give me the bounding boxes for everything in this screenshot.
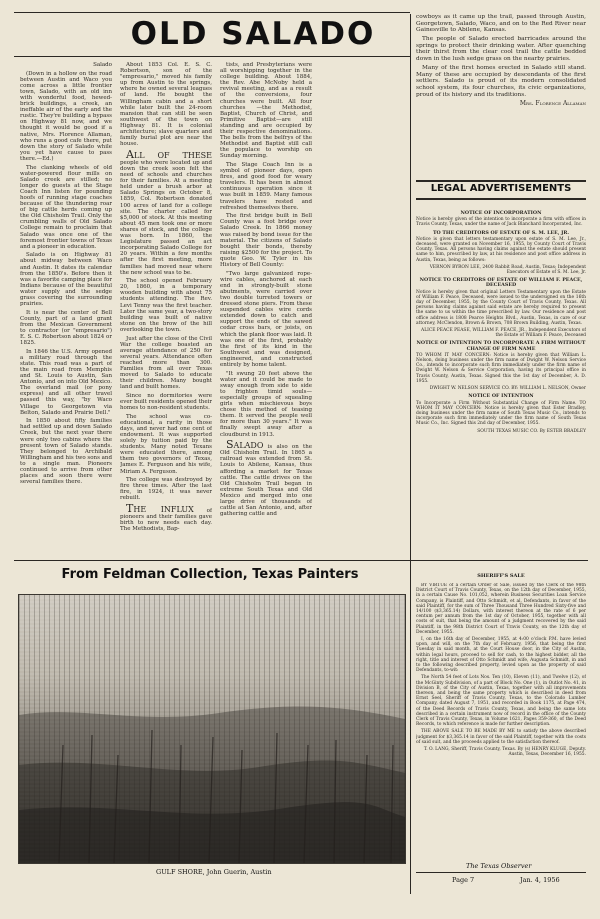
article-paragraph: The people of Salado erected barricades around the springs to protect their drinking water. After quenching their thirst from the clear cool trail the cattle bedded down in the lush sedge grass on the nearby prairies.	[416, 36, 586, 63]
notice-signature: VERNON BYRON LEE, 2400 Rabbit Road, Austin, Texas; Independent Executors of Estate of S. M. Lee, Jr.	[429, 264, 586, 276]
issue-date: Jan. 4, 1956	[520, 876, 560, 884]
legal-bottom-rule	[416, 198, 586, 200]
article-paragraph: About 1853 Col. E. S. C. Robertson, son of the "empresario," moved his family up from Austin to the springs, where he owned several leagues of land. He bought the Willingham cabin and a short while later built the 24-room mansion that can still be seen southwest of the town on Highway 81. It is colonial architecture; slave quarters and family burial plot are near the house.	[120, 62, 212, 148]
legal-notice	[416, 211, 586, 228]
paragraph-lead-in: The influx	[126, 501, 194, 515]
author-signoff: Mrs. Florence Allaman	[519, 99, 586, 107]
notice-body: Notice is hereby given that original Letters Testamentary upon the Estate of William F. Peace, Deceased, were issued to the undersigned on the 16th day of December, 1955, by the County Court of Travis County, Texas. All persons having claims against said estate are hereby required to present the same to us within the time prescribed by law. Our residence and post office address is 1808 Pearce Heights Blvd., Austin, Texas, in care of our attorney, McClendon, Brown & Brown, 708 Brown Building, Austin, Texas.	[416, 289, 586, 326]
photo-caption: GULF SHORE, John Guerin, Austin	[156, 868, 272, 876]
article-column-1	[20, 62, 112, 556]
painting-photo	[18, 594, 406, 864]
article-paragraph: Just after the close of the Civil War the college boasted an average attendance of 250 for several years. Attendance often reached more than 300. Families from all over Texas moved to Salado to educate their children. Many bought land and built homes.	[120, 335, 212, 391]
article-paragraph: The Stage Coach Inn is a symbol of pioneer days, open fires, and good food for weary travelers. It has been in almost continuous operation since it was built in 1859. Many famous travelers have rested and refreshed themselves there.	[220, 162, 312, 211]
article-paragraph: The influx of pioneers and their families gave birth to new needs each day. The Methodists, Bap-	[120, 501, 212, 533]
sheriff-paragraph: BY VIRTUE of a certain Order of Sale, issued by the Clerk of the 98th District Court of Travis County, Texas, on the 12th day of December, 1955, in a certain Cause No. 101,052, wherein Business Securities Loan Service Company, is Plaintiff, and Otto Schmidt, et al, Defendants, in favor of the said Plaintiff, for the sum of Three Thousand Three Hundred Sixty-five and 14/100 ($3,365.14) Dollars, with interest thereon at the rate of 6 per centum per annum from the 1st day of October, 1955, together with all costs of suit, that being the amount of a judgment recovered by the said Plaintiff, in the 98th District Court of Travis County, on the 12th day of December, 1955.	[416, 583, 586, 635]
article-paragraph: Salado is on Highway 81 about midway between Waco and Austin. It dates its calendar from the 1850's. Before then it was a favorite camping place for Indians because of the beautiful water supply and the sedge grass covering the surrounding prairies.	[20, 252, 112, 308]
dateline: Salado	[93, 62, 112, 68]
article-paragraph: In 1846 the U.S. Army opened a military road through the state. This road was a part of the main road from Memphis and St. Louis to Austin, San Antonio, and on into Old Mexico. The overland mail (or pony express) and all other travel passed this way, "by Waco Village to Georgetown via Belton, Salado and Prairie Dell."	[20, 348, 112, 416]
legal-notice	[416, 341, 586, 391]
article-paragraph: The school was co-educational, a rarity in those days, and never had one cent of endowment. It was supported solely by tuition paid by the students. Many noted Texans were educated there, among them two governors of Texas, James E. Ferguson and his wife, Miriam A. Ferguson.	[120, 413, 212, 475]
notice-signature: DWIGHT W. NELSON SERVICE CO. BY: WILLIAM L. NELSON, Owner	[429, 386, 586, 392]
section-divider	[14, 560, 588, 561]
article-column-2	[120, 62, 212, 556]
notice-title: NOTICE OF INCORPORATION	[460, 210, 542, 216]
feature-heading: From Feldman Collection, Texas Painters	[61, 567, 359, 582]
title-rule	[14, 56, 410, 57]
article-paragraph: "Two large galvanized rope-wire cables, anchored at each end in strongly-built stone abutments, were carried over two double turreted towers or dressed stone piers. From these suspended cables wire cords extended down to catch and support the ends of the sawed cedar cross bars, or joists, on which the plank floor was laid. It was one of the first, probably the first of its kind in the Southwest and was designed, engineered, and constructed entirely by home talent.	[220, 270, 312, 368]
notice-title: NOTICE TO CREDITORS OF ESTATE OF WILLIAM F. PEACE, DECEASED	[419, 277, 583, 289]
article-paragraph: The school opened February 20, 1860, in a temporary wooden building with about 75 students attending. The Rev. Levi Tenny was the first teacher. Later the same year, a two-story building was built of native stone on the brow of the hill overlooking the town.	[120, 278, 212, 333]
article-paragraph: Salado is also on the Old Chisholm Trail. In 1865 a railroad was extended from St. Louis to Abilene, Kansas, thus affording a market for Texas cattle. The cattle drives on the Old Chisholm Trail began in extreme South Texas and Old Mexico and merged into one large drive of thousands of cattle at San Antonio, and, after gathering cattle and	[220, 438, 312, 518]
legal-ads-heading: LEGAL ADVERTISEMENTS	[430, 183, 572, 194]
sheriff-signature: T. O. LANG, Sheriff, Travis County, Texas. By (s) HENRY KLUGE, Deputy. Austin, Texas, December 16, 1955.	[423, 747, 586, 758]
column-divider	[410, 14, 411, 894]
notice-body: Notice is hereby given of the intention to incorporate a firm with offices in Travis County, Texas, under the name of Jack Blanchard Incorporated, Inc.	[416, 217, 586, 228]
article-column-3	[220, 62, 312, 556]
sheriff-paragraph: THE ABOVE SALE TO BE MADE BY ME to satisfy the above described judgment for $3,365.14 in favor of the said Plaintiff, together with the costs of said suit, and the proceeds applied to the satisfaction thereof.	[416, 729, 586, 745]
publication-name: The Texas Observer	[466, 862, 532, 870]
legal-notices	[416, 208, 586, 539]
sheriff-paragraph: I, on the 16th day of December, 1955, at 4:00 o'clock P.M. have levied upon, and will, on the 7th day of February, 1956, that being the first Tuesday in said month, at the Court House door, in the City of Austin, within legal hours, proceed to sell for cash, to the highest bidder, all the right, title and interest of Otto Schmidt and wife, Augusta Schmidt, in and to the following described property, levied upon as the property of said Defendants, to-wit:	[416, 637, 586, 674]
sheriff-heading: SHERIFF'S SALE	[477, 573, 525, 579]
painting-shoreline	[19, 595, 405, 863]
legal-notice	[416, 278, 586, 338]
paragraph-lead-in: Salado	[226, 438, 264, 452]
notice-body: To Incorporate a Firm Without Substantial Change of Firm Name. TO WHOM IT MAY CONCERN: Notice is hereby given that Ester Bradley, doing business under the firm name of South Texas Music Co., intends to incorporate such firm immediately under the firm name of South Texas Music Co., Inc. Signed this 2nd day of December, 1955.	[416, 400, 586, 427]
article-paragraph: The first bridge built in Bell County was a foot bridge over Salado Creek. In 1866 money was raised by bond issue for the material. The citizens of Salado bought their bonds, thereby raising $2500 for the project. To quote Geo. W. Tyler in his History of Bell County:	[220, 213, 312, 268]
page-title: OLD SALADO	[130, 16, 376, 52]
article-paragraph: In 1850 about fifty families had settled up and down Salado Creek, but the next year there were only two cabins where the present town of Salado stands. They belonged to Archibald Willingham and his two sons and to a single man. Pioneers continued to arrive from other places and soon there were several families there.	[20, 418, 112, 486]
legal-notice	[416, 231, 586, 276]
notice-signature: SOUTH TEXAS MUSIC CO. By ESTER BRADLEY	[477, 428, 586, 434]
footer-rule	[416, 872, 586, 873]
notice-body: TO WHOM IT MAY CONCERN: Notice is hereby given that William L. Nelson, doing business under the firm name of Dwight W. Nelson Service Co., intends to incorporate such firm immediately under the firm name of Dwight W. Nelson & Service Corporation, having its principal office in Travis County, Austin, Texas. Signed this the 1st day of December, A. D. 1955.	[416, 352, 586, 384]
article-paragraph: Since no dormitories were ever built residents opened their homes to non-resident students.	[120, 392, 212, 412]
article-paragraph: The college was destroyed by fire three times. After the last fire, in 1924, it was never rebuilt.	[120, 477, 212, 502]
page-number: Page 7	[452, 876, 475, 884]
notice-title: NOTICE OF INTENTION	[468, 393, 534, 400]
sheriff-sale	[416, 583, 586, 861]
article-paragraph: tists, and Presbyterians were all worshipping together in the college building. About 1884, the Rev. Abe McNoby held a revival meeting, and as a result of the conversions, four churches were built. All four churches —the Methodist, Baptist, Church of Christ, and Primitive Baptist—are still standing and are occupied by their respective denominations. The bells from the belfrys of the Methodist and Baptist still call the populace to worship on Sunday morning.	[220, 62, 312, 160]
article-paragraph: All of these people who were located up and down the creek soon felt the need of schools and churches for their families. At a meeting held under a brush arbor at Salado Springs on October 8, 1859, Col. Robertson donated 100 acres of land for a college site. The charter called for $5,000 of stock. At this meeting about 45 men took one or more shares of stock, and the college was born. In 1860, the Legislature passed an act incorporating Salado College for 20 years. Within a few months after the first meeting, more families had moved near where the new school was to be.	[120, 147, 212, 276]
notice-signature: ALICE PEACE PEASE, WILLIAM F. PEACE, JR., Independent Executors of the Estate of William F. Peace, Deceased	[421, 328, 586, 339]
sheriff-paragraph: The North 54 feet of Lots Nos. Ten (10), Eleven (11), and Twelve (12), of the McGinty Subdivision, of a part of Block No. One (1), in Outlot No. 41, in Division B, of the City of Austin, Texas, together with all improvements thereon, and being the same property which is described in deed from Ernst Seel, Sheriff of Travis County, Texas, to the Colorado Lumber Company, dated August 7, 1951, and recorded in Book 1175, at Page 474, of the Deed Records of Travis County, Texas, and being the same lots described in a certain instrument now of record in the office of the County Clerk of Travis County, Texas, in Volume 1621, Pages 359-360, of the Deed Records, to which reference is made for further description.	[416, 675, 586, 728]
notice-body: Notice is given that letters testamentary upon estate of S. M. Lee, Jr., deceased, were granted on November 16, 1955, by County Court of Travis County, Texas. All persons having claims against the estate should present same to him, prescribed by law, at his residence and post office address in Austin, Texas, being as follows:	[416, 236, 586, 263]
article-paragraph: Many of the first homes erected in Salado still stand. Many of these are occupied by descendants of the first settlers. Salado is proud of its modern consolidated school system, its four churches, its civic organizations, proud of its history and its traditions.	[416, 65, 586, 98]
notice-title: TO THE CREDITORS OF ESTATE OF S. M. LEE, JR.	[432, 229, 570, 236]
article-paragraph: cowboys as it came up the trail, passed through Austin, Georgetown, Salado, Waco, and on to the Red River near Gainesville to Abilene, Kansas.	[416, 14, 586, 34]
notice-title: NOTICE OF INTENTION TO INCORPORATE A FIRM WITHOUT CHANGE OF FIRM NAME	[416, 340, 586, 352]
article-paragraph: The clanking wheels of old water-powered flour mills on Salado creek are stilled; no longer do guests at the Stage Coach Inn listen for pounding hoofs of running stage coaches because of the thundering roar of big cattle herds coming up the Old Chisholm Trail. Only the crumbling walls of Old Salado College remain to proclaim that Salado was once one of the foremost frontier towns of Texas and a pioneer in education.	[20, 164, 112, 250]
legal-top-rule	[416, 180, 586, 182]
article-paragraph: "It swung 20 feet above the water and it could be made to sway enough from side to side to frighten timid souls—especially groups of squealing girls when mischievous boys chose this method of teasing them. It served the people well for more than 30 years." It was finally swept away after a cloudburst in 1913.	[220, 370, 312, 438]
top-rule	[14, 12, 410, 13]
article-column-4	[416, 14, 586, 178]
paragraph-lead-in: All of these	[126, 147, 212, 161]
legal-notice	[416, 394, 586, 433]
intro-paragraph: (Down in a hollow on the road between Austin and Waco you come across a little frontier town, Salado, with an old inn with wonderful food, hewed-brick buildings, a creek, an ineffable air of the early and the rustic. They're building a bypass on Highway 81 now, and we thought it would be good if a native, Mrs. Florence Allaman, who runs a good cafe there, put down the story of Salado while you yet have cause to pass there.—Ed.)	[20, 70, 112, 162]
article-paragraph: It is near the center of Bell County, part of a land grant from the Mexican Government to contractor (or "empresario") E. S. C. Robertson about 1824 or 1825.	[20, 309, 112, 347]
